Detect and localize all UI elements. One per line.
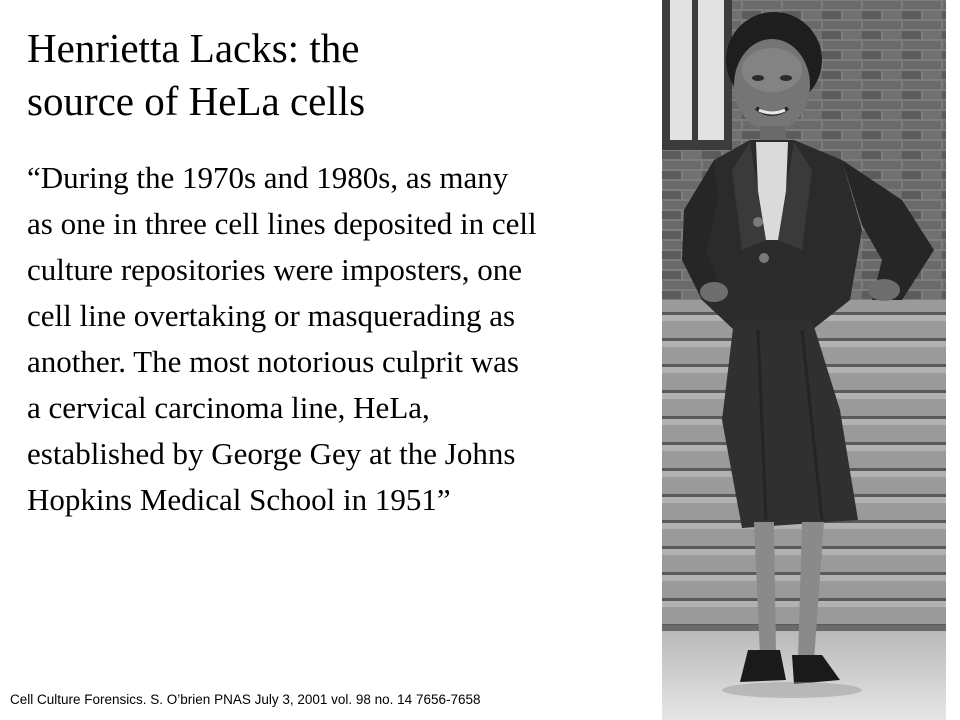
henrietta-lacks-photo <box>662 0 946 720</box>
slide-title: Henrietta Lacks: the source of HeLa cells <box>27 25 366 124</box>
citation: Cell Culture Forensics. S. O’brien PNAS July 3, 2001 vol. 98 no. 14 7656-7658 <box>10 692 481 707</box>
quote-text: “During the 1970s and 1980s, as many as one in three cell lines deposited in cell culture repositories were imposters, one cell line overtaking or masquerading as another. The most notorious culprit was a cervical carcinoma line, HeLa, established by George Gey at the Johns Hopkins Medical School in 1951” <box>27 160 537 517</box>
